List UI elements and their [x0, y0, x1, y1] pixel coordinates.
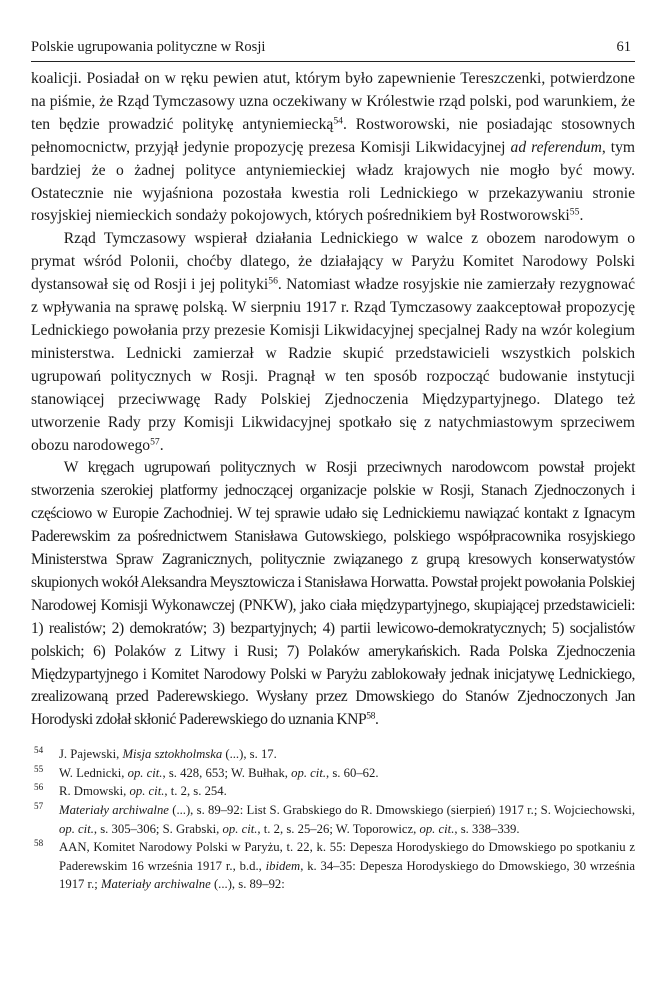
footnote-ref-54: 54 — [333, 115, 343, 127]
running-header — [31, 38, 635, 62]
paragraph-2: Rząd Tymczasowy wspierał działania Lednickiego w walce z obozem narodowym o prymat wśród Polonii, choćby dlatego, że działający w Paryżu Komitet Narodowy Polski dystansował się od Rosji i jej polityki$^{56}$. Natomiast władze rosyjskie nie zamierzały rezygnować z wpływania na sprawę polską. W sierpniu 1917 r. Rząd Tymczasowy zaakceptował propozycję Lednickiego powołania przy prezesie Komisji Likwidacyjnej specjalnej Rady na wzór kolegium ministerstwa. Lednicki zamierzał w Radzie skupić przedstawicieli wszystkich polskich ugrupowań politycznych w Rosji. Pragnął w ten sposób rozpocząć budowanie instytucji stanowiącej przeciwwagę Rady Polskiej Zjednoczenia Międzypartyjnego. Dlatego też utworzenie Rady przy Komisji Likwidacyjnej spotkało się z natychmiastowym sprzeciwem obozu narodowego$^{57}$. — [31, 230, 635, 454]
footnote-text: Materiały archiwalne (...), s. 89–92: List S. Grabskiego do R. Dmowskiego (sierpień) 1917 r.; S. Wojciechowski, op. cit., s. 305–306; S. Grabski, op. cit., t. 2, s. 25–26; W. Toporowicz, op. cit., s. 338–339. — [59, 803, 635, 836]
footnotes — [31, 745, 635, 894]
footnote-ref-57: 57 — [150, 436, 160, 448]
paragraph-3: W kręgach ugrupowań politycznych w Rosji przeciwnych narodowcom powstał projekt stworzenia szerokiej platformy jednoczącej organizacje polskie w Rosji, Stanach Zjednoczonych i częściowo w Europie Zachodniej. W tej sprawie udało się Lednickiemu nawiązać kontakt z Ignacym Paderewskim za pośrednictwem Stanisława Gutowskiego, polskiego współpracownika rosyjskiego Ministerstwa Spraw Zagranicznych, politycznie związanego z grupą kresowych konserwatystów skupionych wokół Aleksandra Meysztowicza i Stanisława Horwatta. Powstał projekt powołania Polskiej Narodowej Komisji Wykonawczej (PNKW), jako ciała międzypartyjnego, skupiającej przedstawicieli: 1) realistów; 2) demokratów; 3) bezpartyjnych; 4) partii lewicowo-demokratycznych; 5) socjalistów polskich; 6) Polaków z Litwy i Rusi; 7) Polaków amerykańskich. Rada Polska Zjednoczenia Międzypartyjnego i Komitet Narodowy Polski w Paryżu zablokowały jednak inicjatywę Lednickiego, zrealizowaną przed Paderewskiego. Wysłany przez Dmowskiego do Stanów Zjednoczonych Jan Horodyski zdołał skłonić Paderewskiego do uznania KNP$^{58}$. — [31, 459, 635, 729]
footnote-54 — [31, 745, 635, 764]
paragraph-1: koalicji. Posiadał on w ręku pewien atut, którym było zapewnienie Tereszczenki, potwierdzone na piśmie, że Rząd Tymczasowy uzna oczekiwany w Królestwie rząd polski, pod warunkiem, że ten będzie prowadzić politykę antyniemiecką$^{54}$. Rostworowski, nie posiadając stosownych pełnomocnictw, przyjął jedynie propozycję prezesa Komisji Likwidacyjnej ad referendum, tym bardziej że o żadnej polityce antyniemieckiej władz krajowych nie mogło być mowy. Ostatecznie nie wyjaśniona pozostała kwestia roli Lednickiego w przekazywaniu stronie rosyjskiej niemieckich sondaży pokojowych, których pośrednikiem był Rostworowski$^{55}$. — [31, 70, 635, 225]
footnote-ref-58: 58 — [366, 711, 375, 723]
italic-term: ad referendum — [510, 138, 602, 156]
page-number: 61 — [616, 39, 631, 55]
footnote-number: 56 — [34, 782, 44, 793]
footnote-55 — [31, 764, 635, 783]
main-text — [31, 68, 635, 732]
footnote-text: J. Pajewski, Misja sztokholmska (...), s. 17. — [59, 747, 277, 762]
running-title: Polskie ugrupowania polityczne w Rosji — [31, 39, 266, 55]
footnote-text: R. Dmowski, op. cit., t. 2, s. 254. — [59, 784, 227, 799]
footnote-ref-55: 55 — [569, 207, 580, 219]
footnote-number: 58 — [34, 838, 44, 849]
footnote-text: W. Lednicki, op. cit., s. 428, 653; W. Bułhak, op. cit., s. 60–62. — [59, 765, 379, 780]
book-page — [31, 38, 635, 894]
footnote-57 — [31, 801, 635, 838]
footnote-number: 57 — [34, 801, 44, 812]
footnote-number: 55 — [34, 763, 44, 774]
footnote-text: AAN, Komitet Narodowy Polski w Paryżu, t. 22, k. 55: Depesza Horodyskiego do Dmowskiego po spotkaniu z Paderewskim 16 września 1917 r., b.d., ibidem, k. 34–35: Depesza Horodyskiego do Dmowskiego, 30 września 1917 r.; Materiały archiwalne (...), s. 89–92: — [59, 840, 636, 892]
footnote-ref-56: 56 — [268, 275, 278, 287]
footnote-number: 54 — [34, 745, 44, 756]
footnote-58 — [31, 838, 635, 894]
footnote-56 — [31, 782, 635, 801]
